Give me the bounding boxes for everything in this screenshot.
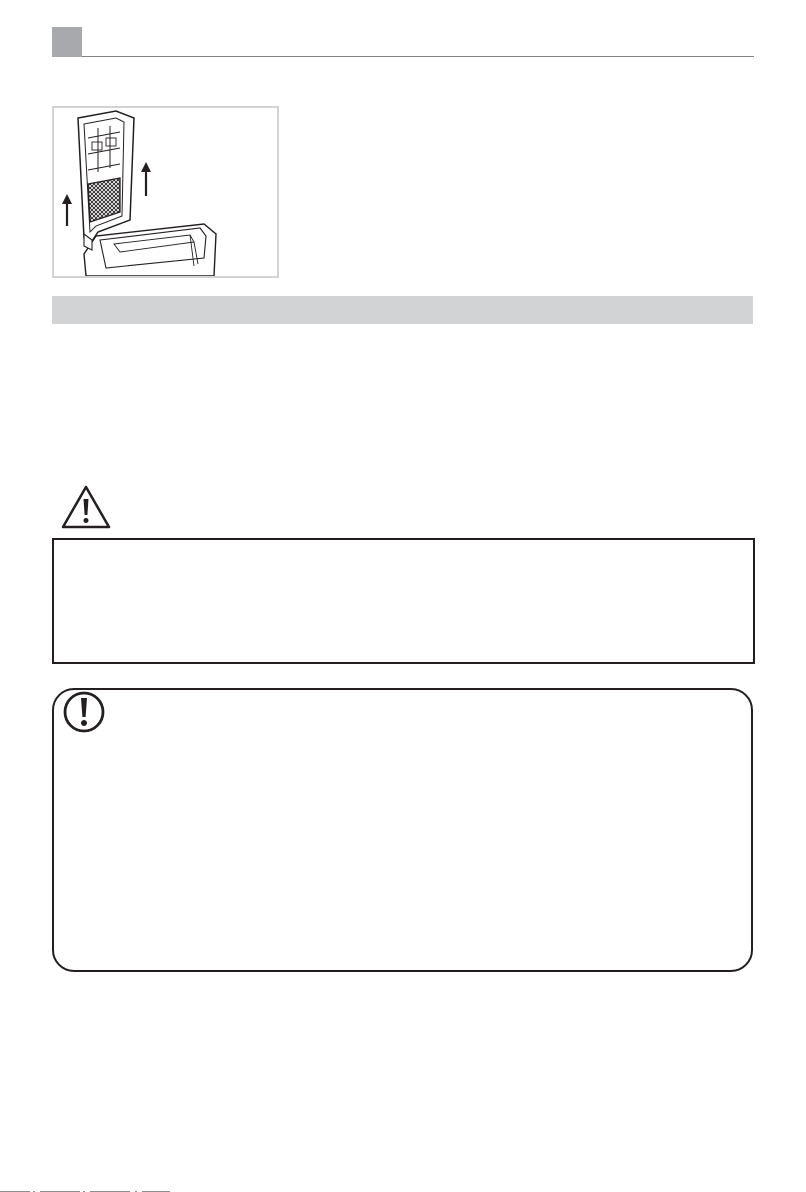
notice-box bbox=[52, 688, 753, 972]
section-heading-bar bbox=[52, 296, 753, 324]
warning-triangle-icon bbox=[60, 484, 112, 530]
header-rule bbox=[82, 56, 754, 57]
footer-print-marks bbox=[0, 1184, 806, 1192]
up-arrow-icon bbox=[62, 194, 72, 226]
filter-lid-illustration bbox=[54, 108, 277, 276]
filter-figure bbox=[52, 106, 279, 278]
exclamation-circle-icon bbox=[62, 690, 106, 734]
page-tab-marker bbox=[52, 27, 82, 57]
up-arrow-icon bbox=[141, 162, 151, 196]
warning-box bbox=[52, 538, 755, 664]
